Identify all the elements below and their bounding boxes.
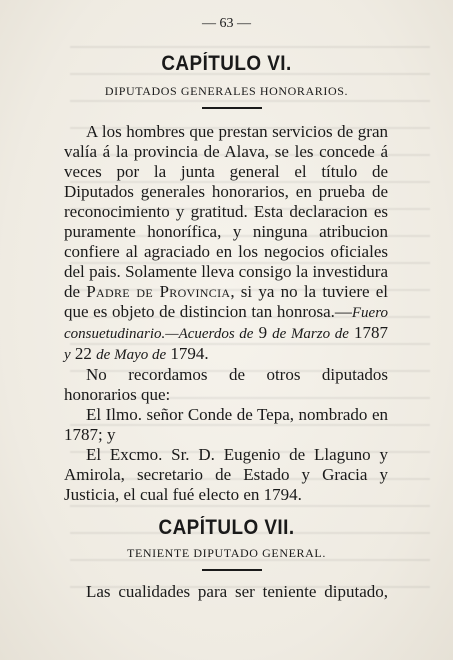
citation-italic: Fuero consuetudinario.—Acuerdos de bbox=[64, 305, 388, 342]
chapter-title: CAPÍTULO VI. bbox=[161, 52, 292, 75]
chapter-subtitle: TENIENTE DIPUTADO GENERAL. bbox=[127, 546, 326, 560]
paragraph-llaguno: El Excmo. Sr. D. Eugenio de Llaguno y Amirola, secretario de Estado y Gracia y Justicia, el cual fué electo en 1794. bbox=[64, 445, 388, 504]
citation-italic: de Mayo de bbox=[96, 347, 167, 363]
section-divider bbox=[202, 107, 262, 109]
paragraph-text: , si ya no la tuviere el que es objeto de distincion tan honrosa.— bbox=[64, 282, 389, 321]
paragraph-conde-tepa: El Ilmo. señor Conde de Tepa, nombrado en 1787; y bbox=[64, 405, 388, 444]
paragraph-honorary-deputies bbox=[64, 122, 388, 365]
citation-number: 1787 bbox=[348, 323, 388, 342]
chapter-body bbox=[64, 122, 388, 505]
citation-italic: y bbox=[64, 347, 71, 363]
citation-number: 22 bbox=[70, 344, 97, 363]
citation-number: 1794. bbox=[166, 344, 209, 363]
citation-italic: de Marzo de bbox=[272, 326, 349, 342]
paragraph-no-others: No recordamos de otros diputados honorarios que: bbox=[64, 365, 388, 404]
page-number: — 63 — bbox=[202, 16, 251, 31]
chapter-title: CAPÍTULO VII. bbox=[158, 516, 295, 539]
section-divider bbox=[202, 569, 262, 571]
chapter-subtitle: DIPUTADOS GENERALES HONORARIOS. bbox=[104, 84, 349, 98]
paragraph-text: A los hombres que prestan servicios de gran valía á la provincia de Alava, se les concede á veces por la junta general el título de Diputados generales honorarios, en prueba de reconocimiento y gratitud. Esta declaracion es puramente honorífica, y ninguna atribucion confiere al agraciado en los negocios oficiales del pais. Solamente lleva consigo la investidura de bbox=[64, 122, 388, 301]
citation-number: 9 bbox=[253, 323, 273, 342]
paragraph-teniente: Las cualidades para ser teniente diputado, bbox=[86, 582, 388, 601]
smallcaps-term: Padre de Provincia bbox=[86, 282, 231, 301]
